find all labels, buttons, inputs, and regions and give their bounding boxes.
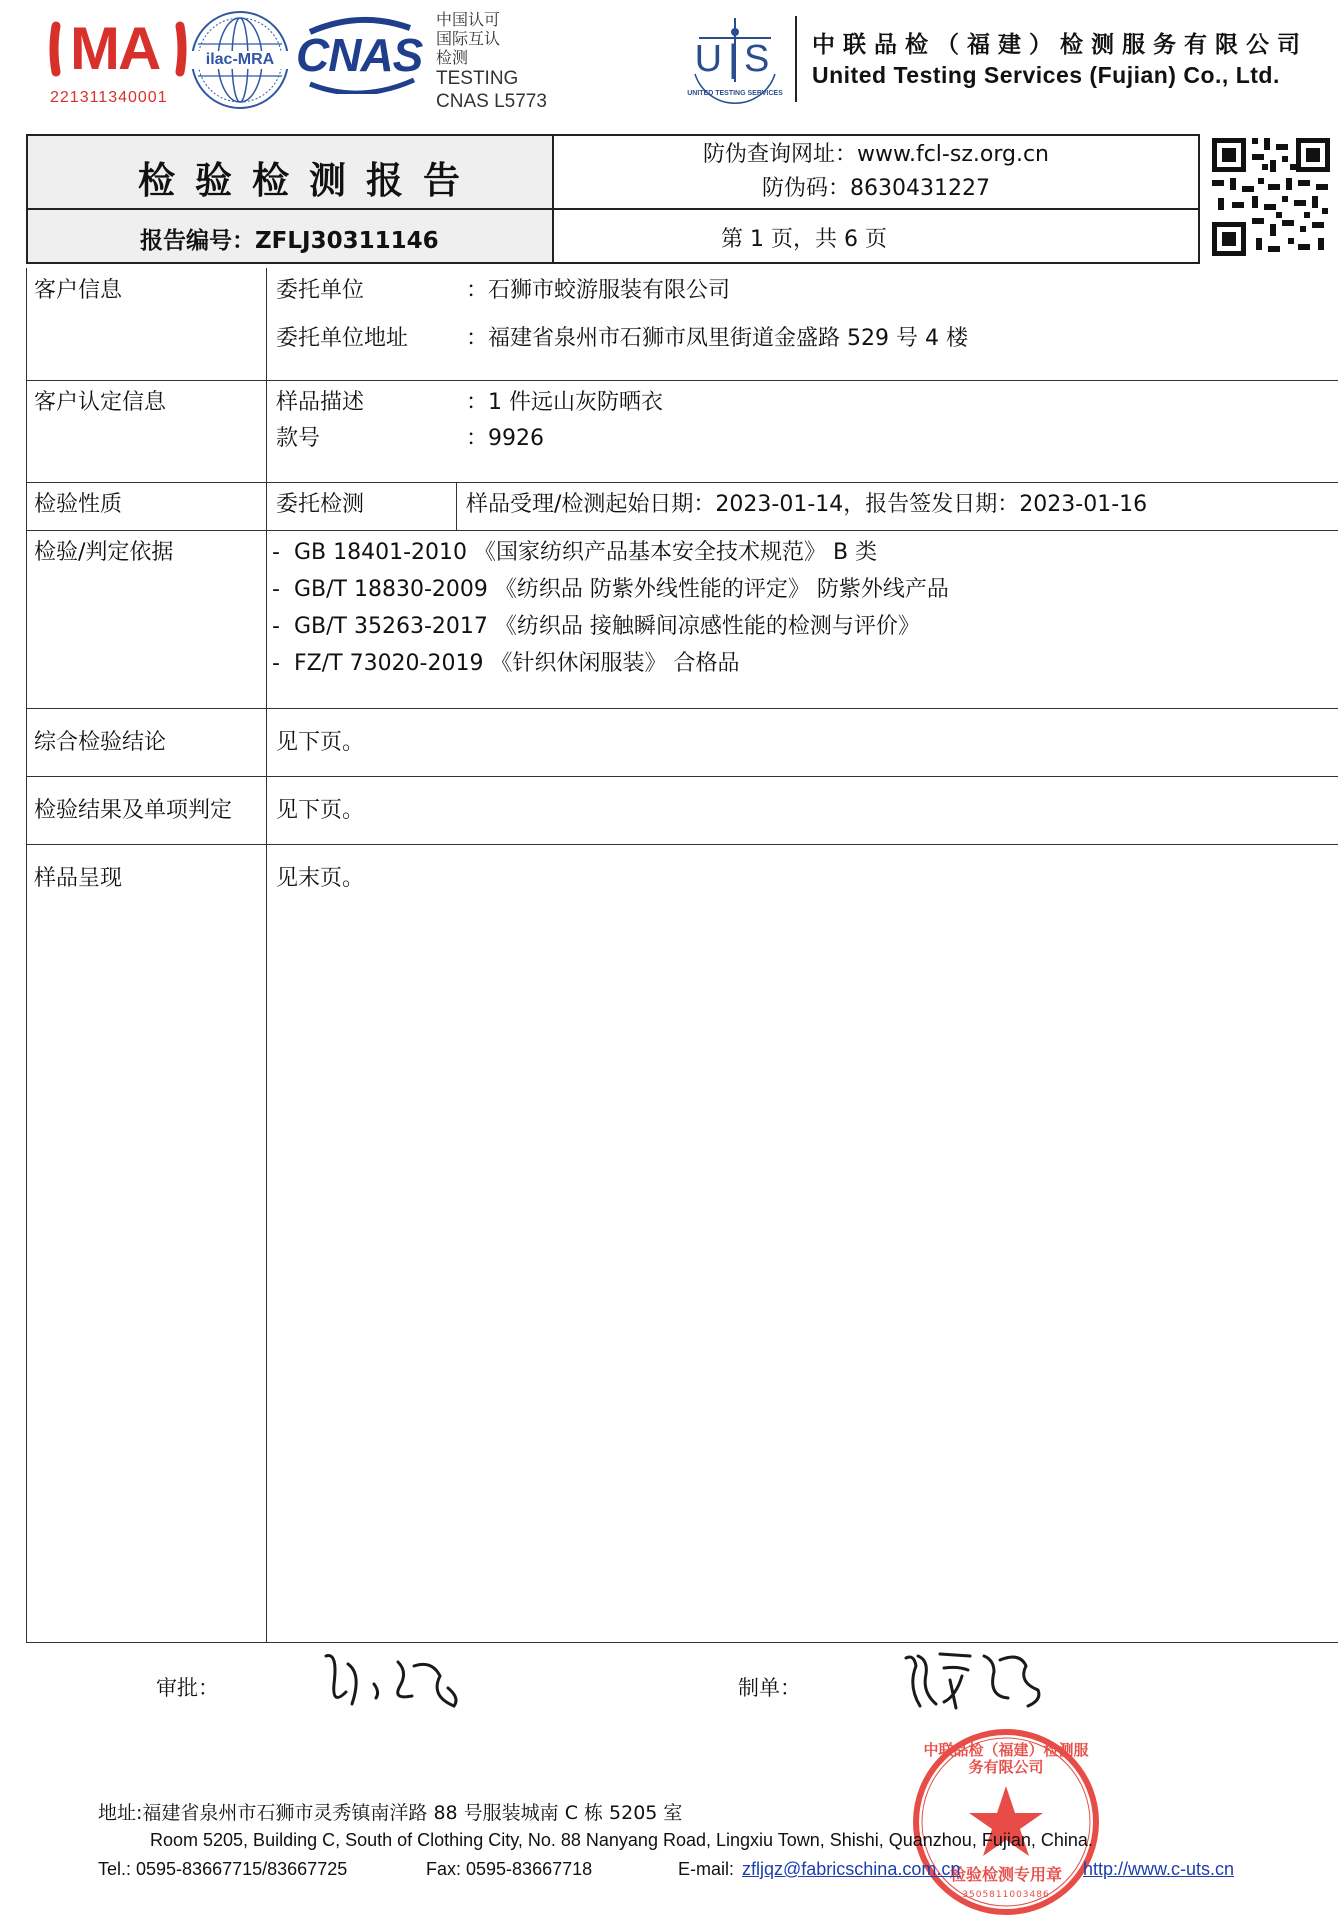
standard-text: GB 18401-2010 《国家纺织产品基本安全技术规范》 B 类 <box>294 540 878 565</box>
client-confirm-label: 客户认定信息 <box>34 390 167 415</box>
row-rule <box>26 708 1338 709</box>
appearance-value: 见末页。 <box>276 866 365 891</box>
cma-number: 221311340001 <box>50 89 168 106</box>
row-rule <box>26 776 1338 777</box>
style-no-key: 款号 <box>276 426 321 451</box>
title-box <box>26 134 1200 264</box>
cnas-text: CNAS <box>296 29 423 81</box>
main-table <box>26 268 1338 1643</box>
client-address-value: ：福建省泉州市石狮市凤里街道金盛路 529 号 4 楼 <box>466 326 968 351</box>
cma-letters: MA <box>70 15 160 82</box>
report-title: 检验检测报告 <box>138 159 480 202</box>
prepare-label: 制单： <box>738 1676 801 1700</box>
style-no-value: ：9926 <box>466 426 544 451</box>
standard-text: GB/T 18830-2009 《纺织品 防紫外线性能的评定》 防紫外线产品 <box>294 577 949 602</box>
company-name-cn: 中联品检（福建）检测服务有限公司 <box>812 32 1308 58</box>
ilac-mra-logo <box>188 8 292 112</box>
footer-email-label: E-mail: <box>678 1859 735 1879</box>
company-name-en: United Testing Services (Fujian) Co., Ltd. <box>812 62 1280 88</box>
acc-line-1: 中国认可 <box>436 10 501 29</box>
nature-dates: 样品受理/检测起始日期：2023-01-14，报告签发日期：2023-01-16 <box>466 492 1148 517</box>
acc-line-3: 检测 <box>436 48 469 67</box>
qr-code-icon <box>1208 134 1334 260</box>
acc-line-4: TESTING <box>436 68 519 89</box>
client-info-label: 客户信息 <box>34 278 123 303</box>
results-label: 检验结果及单项判定 <box>34 798 233 823</box>
acc-line-5: CNAS L5773 <box>436 91 547 112</box>
table-left-border <box>26 268 27 1643</box>
client-address-key: 委托单位地址 <box>276 326 409 351</box>
approve-signature <box>318 1644 468 1724</box>
verify-info <box>554 138 1198 206</box>
sample-desc-value: ：1 件远山灰防晒衣 <box>466 390 663 415</box>
row-rule <box>26 844 1338 845</box>
conclusion-label: 综合检验结论 <box>34 730 167 755</box>
standard-text: GB/T 35263-2017 《纺织品 接触瞬间凉感性能的检测与评价》 <box>294 614 920 639</box>
approve-name <box>318 1644 320 1645</box>
ilac-mra-text: ilac-MRA <box>205 51 275 68</box>
verify-code: 防伪码：8630431227 <box>762 176 990 201</box>
sample-desc-key: 样品描述 <box>276 390 365 415</box>
standard-item: - GB/T 18830-2009 《纺织品 防紫外线性能的评定》 防紫外线产品 <box>272 577 949 602</box>
appearance-label: 样品呈现 <box>34 866 123 891</box>
uts-ring-text: UNITED TESTING SERVICES <box>687 90 783 97</box>
footer-website-link[interactable]: http://www.c-uts.cn <box>1083 1859 1235 1879</box>
prepare-signature <box>900 1640 1050 1720</box>
stamp-serial: 3505811003486 <box>962 1890 1050 1900</box>
row-rule <box>26 380 1338 381</box>
footer-fax: Fax: 0595-83667718 <box>426 1859 593 1879</box>
accreditation-text <box>436 10 547 113</box>
results-value: 见下页。 <box>276 798 365 823</box>
header-divider <box>795 16 797 102</box>
cnas-logo <box>290 14 430 94</box>
footer-tel: Tel.: 0595-83667715/83667725 <box>98 1859 348 1879</box>
approve-label: 审批： <box>156 1676 219 1700</box>
page-info: 第 1 页，共 6 页 <box>721 227 887 252</box>
footer-email-link[interactable]: zfljqz@fabricschina.com.cn <box>742 1859 961 1879</box>
nature-value: 委托检测 <box>276 492 365 517</box>
standard-text: FZ/T 73020-2019 《针织休闲服装》 合格品 <box>294 651 740 676</box>
footer-address-en: Room 5205, Building C, South of Clothing City, No. 88 Nanyang Road, Lingxiu Town, Shishi, Quanzhou, Fujian, China. <box>150 1830 1093 1850</box>
row-rule <box>26 530 1338 531</box>
nature-label: 检验性质 <box>34 492 123 517</box>
acc-line-2: 国际互认 <box>436 29 501 48</box>
standard-item: - GB/T 35263-2017 《纺织品 接触瞬间凉感性能的检测与评价》 <box>272 614 920 639</box>
table-label-divider <box>266 268 267 1643</box>
conclusion-value: 见下页。 <box>276 730 365 755</box>
standard-item: - FZ/T 73020-2019 《针织休闲服装》 合格品 <box>272 651 740 676</box>
official-stamp <box>908 1724 1104 1920</box>
stamp-ring-text: 中联品检（福建）检测服务有限公司 <box>923 1741 1089 1776</box>
prepare-name <box>900 1640 903 1641</box>
row-rule <box>26 482 1338 483</box>
uts-logo <box>685 12 785 112</box>
approve-signature-stroke <box>318 1644 468 1724</box>
qr-code <box>1208 134 1334 260</box>
stamp-center-text: 检验检测专用章 <box>949 1865 1062 1884</box>
report-number: 报告编号：ZFLJ30311146 <box>140 228 439 254</box>
footer-address-cn: 地址:福建省泉州市石狮市灵秀镇南洋路 88 号服装城南 C 栋 5205 室 <box>98 1802 683 1824</box>
cma-logo <box>48 14 188 112</box>
table-bottom-border <box>26 1642 1338 1643</box>
uts-letters: U|S <box>694 38 776 80</box>
verify-website: 防伪查询网址：www.fcl-sz.org.cn <box>703 142 1049 167</box>
standard-item: - GB 18401-2010 《国家纺织产品基本安全技术规范》 B 类 <box>272 540 878 565</box>
nature-divider <box>456 482 457 530</box>
standards-list <box>272 534 949 682</box>
client-name-value: ：石狮市蛟游服装有限公司 <box>466 278 731 303</box>
prepare-signature-stroke <box>900 1640 1050 1720</box>
client-name-key: 委托单位 <box>276 278 365 303</box>
basis-label: 检验/判定依据 <box>34 540 174 565</box>
